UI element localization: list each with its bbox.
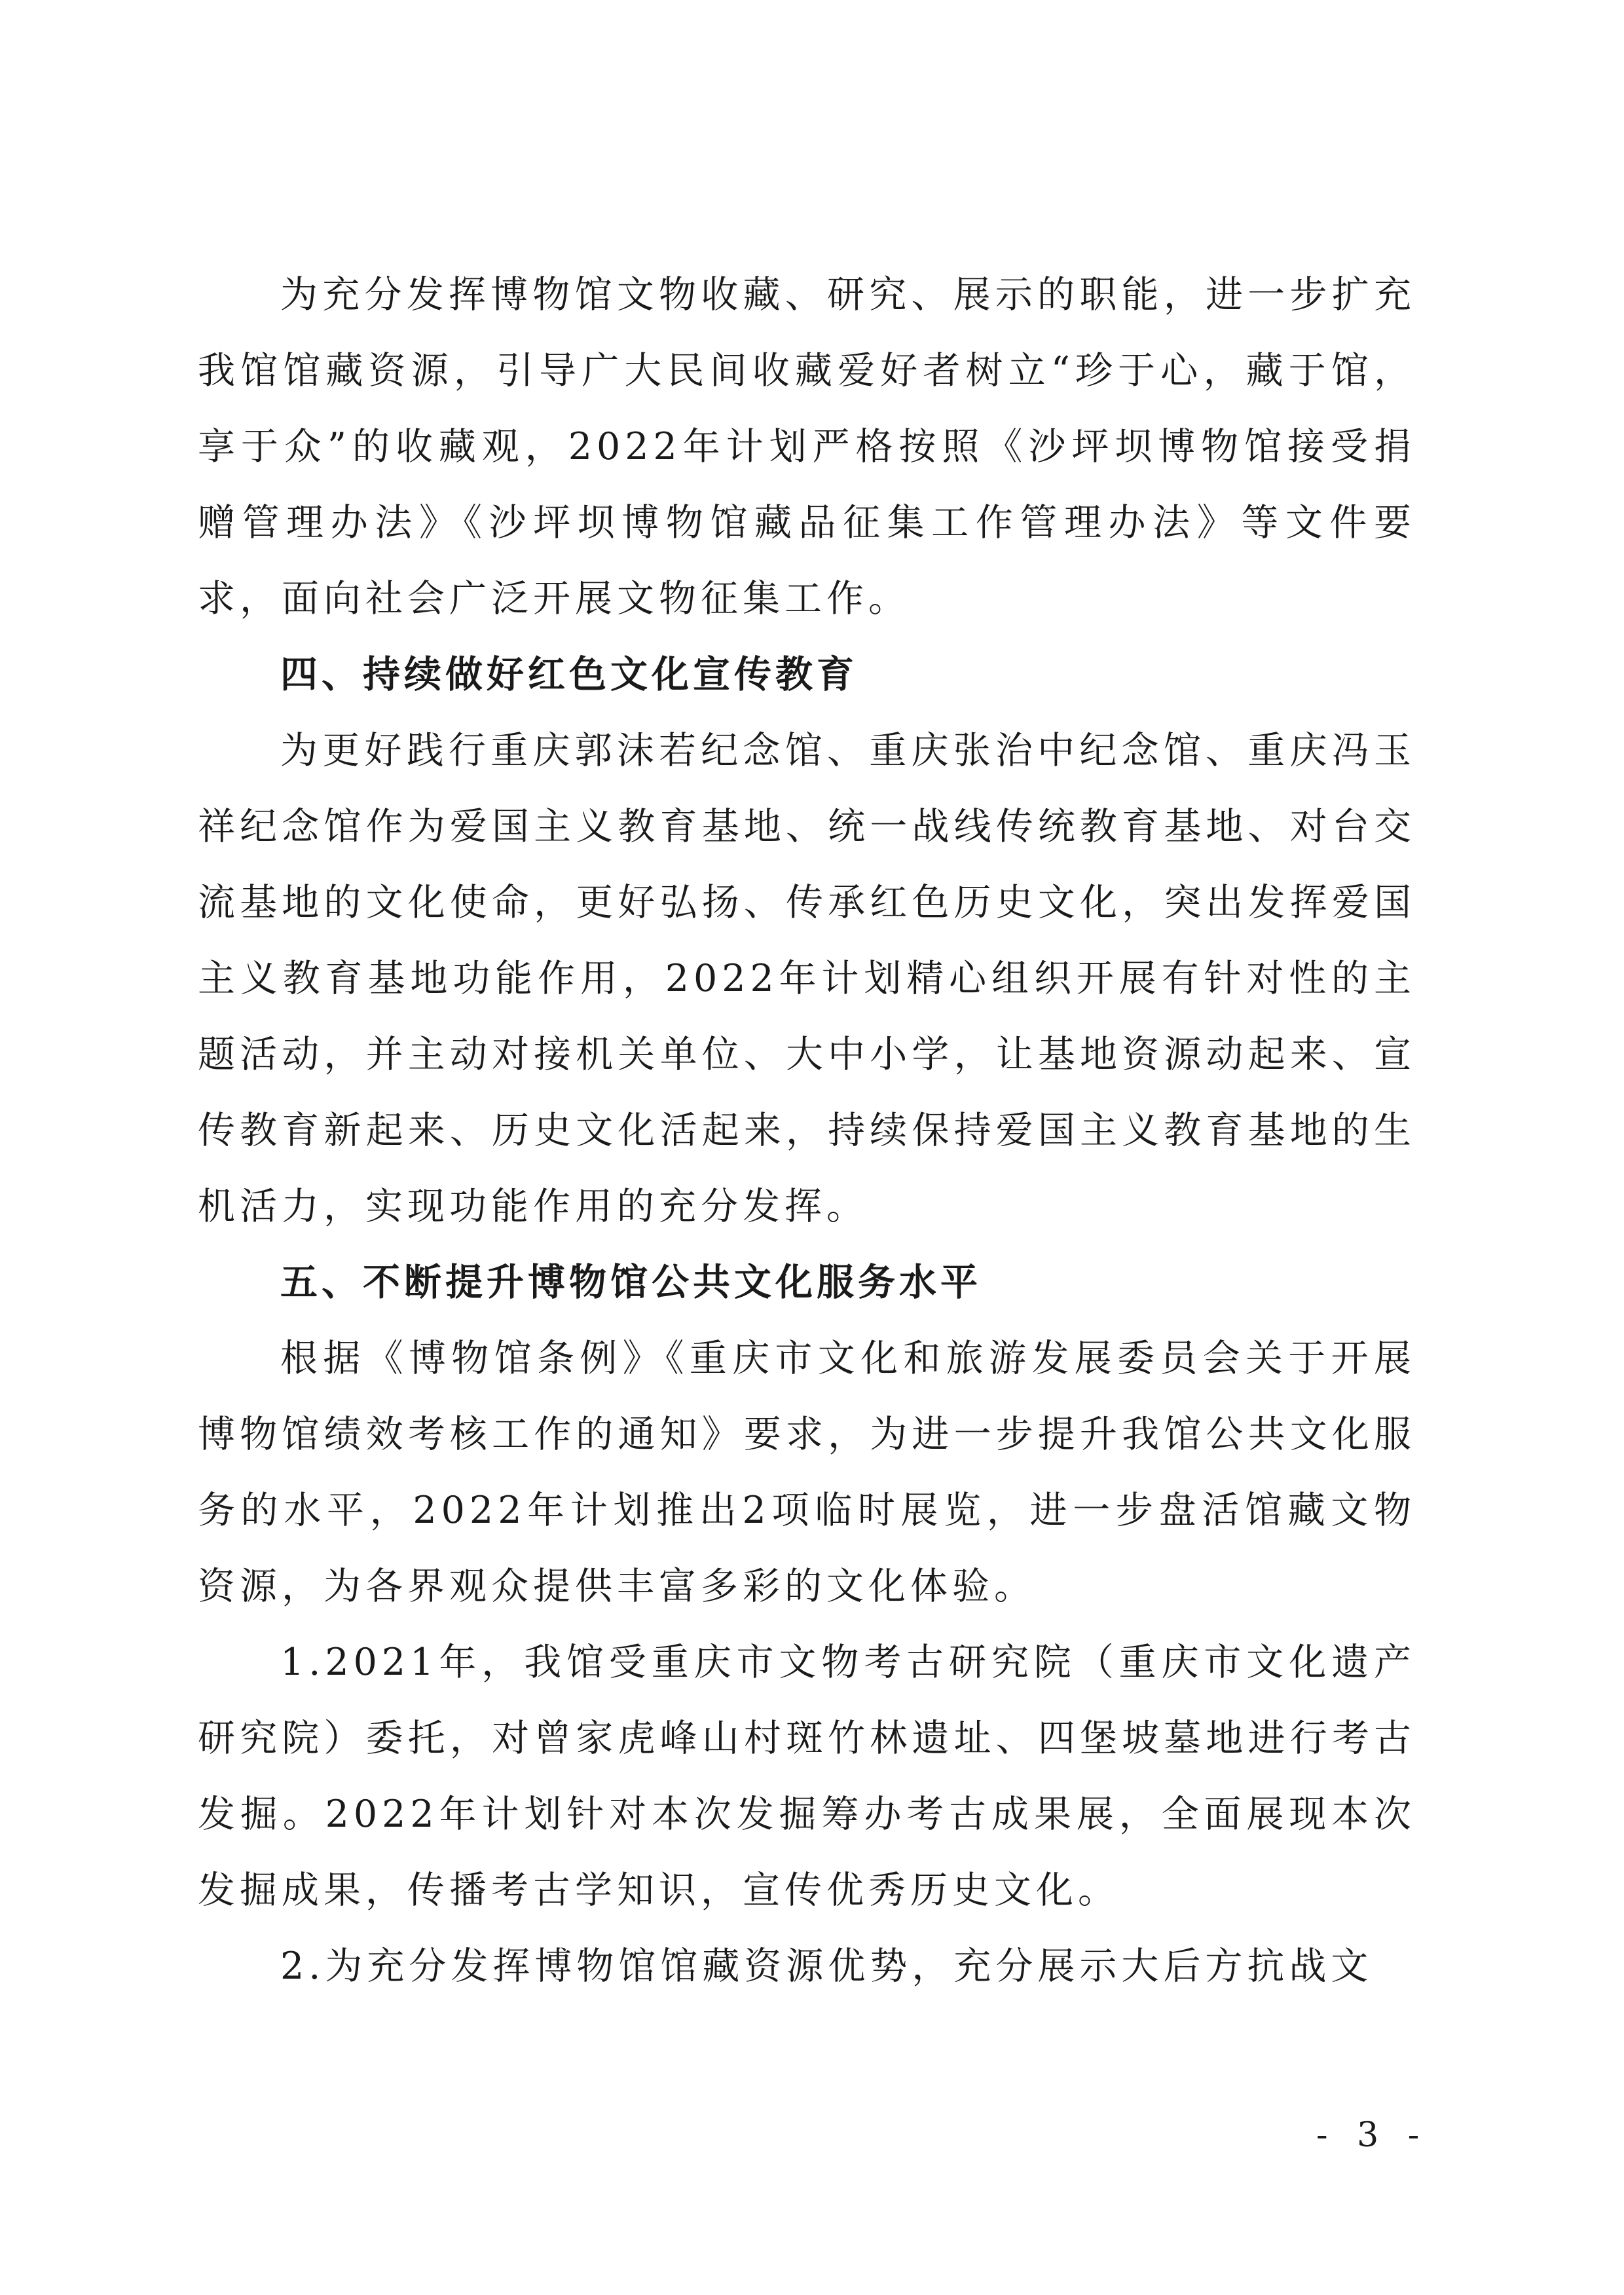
- paragraph-public-service: 根据《博物馆条例》《重庆市文化和旅游发展委员会关于开展博物馆绩效考核工作的通知》要求，为进一步提升我馆公共文化服务的水平，2022年计划推出2项临时展览，进一步盘活馆藏文物资源，为各界观众提供丰富多彩的文化体验。: [198, 1337, 1416, 1608]
- section-heading-public-service: 五、不断提升博物馆公共文化服务水平: [280, 1261, 982, 1304]
- page-number: - 3 -: [1316, 2116, 1429, 2155]
- paragraph-collection-intro: 为充分发挥博物馆文物收藏、研究、展示的职能，进一步扩充我馆馆藏资源，引导广大民间收藏爱好者树立“珍于心，藏于馆，享于众”的收藏观，2022年计划严格按照《沙坪坝博物馆接受捐赠管理办法》《沙坪坝博物馆藏品征集工作管理办法》等文件要求，面向社会广泛开展文物征集工作。: [198, 273, 1416, 620]
- paragraph-item-1: 1.2021年，我馆受重庆市文物考古研究院（重庆市文化遗产研究院）委托，对曾家虎峰山村斑竹林遗址、四堡坡墓地进行考古发掘。2022年计划针对本次发掘筹办考古成果展，全面展现本次发掘成果，传播考古学知识，宣传优秀历史文化。: [198, 1641, 1416, 1912]
- paragraph-red-culture: 为更好践行重庆郭沫若纪念馆、重庆张治中纪念馆、重庆冯玉祥纪念馆作为爱国主义教育基地、统一战线传统教育基地、对台交流基地的文化使命，更好弘扬、传承红色历史文化，突出发挥爱国主义教育基地功能作用，2022年计划精心组织开展有针对性的主题活动，并主动对接机关单位、大中小学，让基地资源动起来、宣传教育新起来、历史文化活起来，持续保持爱国主义教育基地的生机活力，实现功能作用的充分发挥。: [198, 729, 1416, 1228]
- document-body: [198, 257, 1416, 2004]
- section-heading-red-culture: 四、持续做好红色文化宣传教育: [280, 653, 858, 696]
- paragraph-item-2: 2.为充分发挥博物馆馆藏资源优势，充分展示大后方抗战文: [280, 1945, 1373, 1988]
